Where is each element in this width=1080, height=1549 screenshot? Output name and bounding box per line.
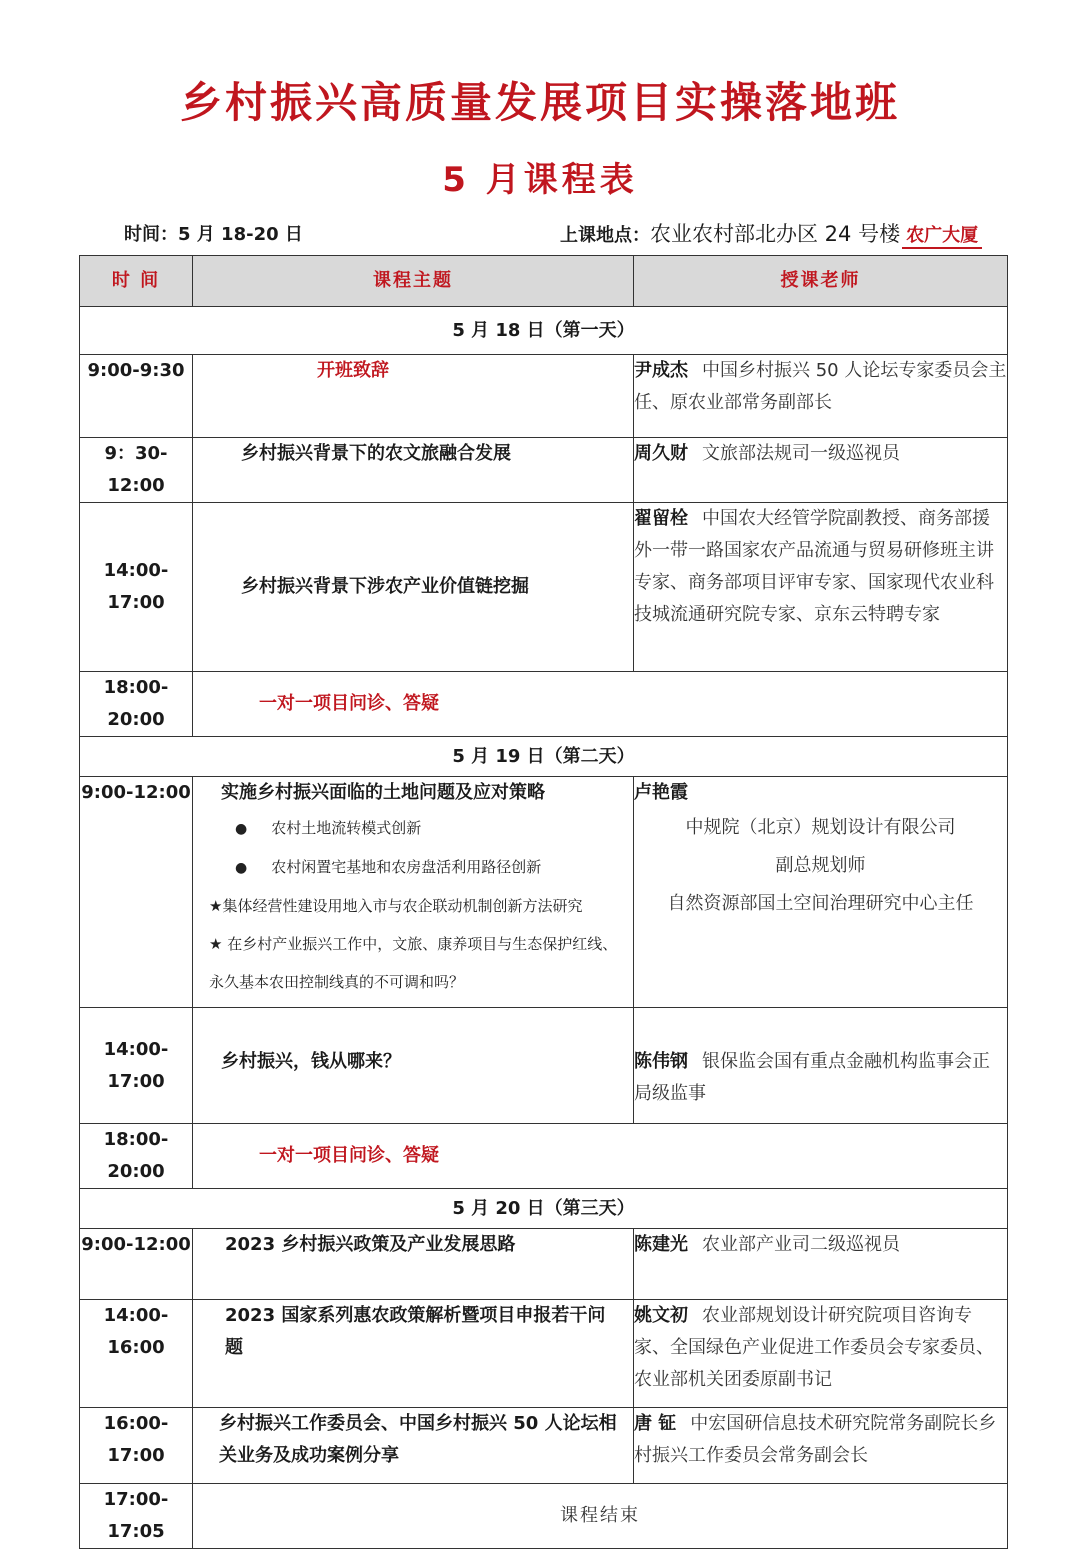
session-teacher	[634, 1229, 1008, 1300]
session-time: 14:00-17:00	[80, 503, 193, 672]
session-teacher	[634, 1408, 1008, 1484]
day-label: 5 月 20 日（第三天）	[80, 1189, 1008, 1229]
teacher-line: 中规院（北京）规划设计有限公司	[685, 817, 956, 838]
table-row	[80, 1408, 1008, 1484]
session-time: 9:00-12:00	[80, 1229, 193, 1300]
session-time: 18:00-20:00	[80, 672, 193, 737]
teacher-name: 姚文初	[634, 1305, 688, 1326]
header-teacher: 授课老师	[634, 256, 1008, 307]
session-topic: 一对一项目问诊、答疑	[193, 672, 1008, 737]
session-topic: 2023 乡村振兴政策及产业发展思路	[193, 1229, 634, 1300]
session-teacher	[634, 355, 1008, 438]
day-row	[80, 1189, 1008, 1229]
session-topic: 一对一项目问诊、答疑	[193, 1124, 1008, 1189]
session-teacher	[634, 1300, 1008, 1408]
teacher-name: 尹成杰	[634, 360, 688, 381]
location-label: 上课地点：	[560, 225, 650, 246]
session-topic: 乡村振兴，钱从哪来？	[193, 1008, 634, 1124]
header-topic: 课程主题	[193, 256, 634, 307]
teacher-name: 周久财	[634, 443, 688, 464]
teacher-desc: 文旅部法规司一级巡视员	[702, 443, 900, 464]
location-building: 农广大厦	[902, 225, 982, 249]
table-row	[80, 503, 1008, 672]
table-row	[80, 438, 1008, 503]
session-topic: 乡村振兴背景下的农文旅融合发展	[193, 438, 634, 503]
session-topic: 2023 国家系列惠农政策解析暨项目申报若干问题	[193, 1300, 634, 1408]
teacher-name: 翟留栓	[634, 508, 688, 529]
teacher-desc: 农业部产业司二级巡视员	[702, 1234, 900, 1255]
teacher-name: 陈伟钢	[634, 1051, 688, 1072]
session-topic: 乡村振兴背景下涉农产业价值链挖掘	[193, 503, 634, 672]
session-teacher	[634, 1008, 1008, 1124]
day-label: 5 月 18 日（第一天）	[80, 307, 1008, 355]
day-label: 5 月 19 日（第二天）	[80, 737, 1008, 777]
table-row	[80, 1484, 1008, 1549]
topic-point: ● 农村闲置宅基地和农房盘活利用路径创新	[201, 848, 627, 887]
location-address: 农业农村部北办区 24 号楼	[650, 222, 901, 246]
teacher-desc: 中国农大经管学院副教授、商务部援外一带一路国家农产品流通与贸易研修班主讲专家、商务部项目评审专家、国家现代农业科技城流通研究院专家、京东云特聘专家	[634, 508, 994, 625]
session-teacher	[634, 777, 1008, 1008]
course-end-label: 课程结束	[193, 1484, 1008, 1549]
session-time: 9：30-12:00	[80, 438, 193, 503]
session-time: 17:00-17:05	[80, 1484, 193, 1549]
session-topic: 开班致辞	[193, 355, 634, 438]
session-teacher	[634, 438, 1008, 503]
session-time: 14:00-17:00	[80, 1008, 193, 1124]
table-row	[80, 1124, 1008, 1189]
table-row	[80, 777, 1008, 1008]
teacher-name: 唐 钲	[634, 1413, 677, 1434]
teacher-name: 卢艳霞	[634, 782, 688, 803]
table-row	[80, 1008, 1008, 1124]
table-row	[80, 672, 1008, 737]
page-title: 乡村振兴高质量发展项目实操落地班	[179, 78, 900, 127]
schedule-table	[79, 255, 1008, 1549]
day-row	[80, 737, 1008, 777]
session-time: 18:00-20:00	[80, 1124, 193, 1189]
header-time: 时 间	[80, 256, 193, 307]
session-time: 14:00-16:00	[80, 1300, 193, 1408]
session-teacher	[634, 503, 1008, 672]
teacher-line: 自然资源部国土空间治理研究中心主任	[667, 893, 974, 914]
teacher-desc: 农业部规划设计研究院项目咨询专家、全国绿色产业促进工作委员会专家委员、农业部机关团委原副书记	[634, 1305, 994, 1390]
table-row	[80, 355, 1008, 438]
session-time: 9:00-9:30	[80, 355, 193, 438]
header-row	[80, 256, 1008, 307]
teacher-desc: 银保监会国有重点金融机构监事会正局级监事	[634, 1051, 990, 1104]
teacher-name: 陈建光	[634, 1234, 688, 1255]
teacher-line: 副总规划师	[775, 855, 866, 876]
session-time: 9:00-12:00	[80, 777, 193, 1008]
session-time: 16:00-17:00	[80, 1408, 193, 1484]
course-location	[560, 218, 982, 248]
topic-point: ● 农村土地流转模式创新	[201, 809, 627, 848]
course-dates: 时间：5 月 18-20 日	[124, 224, 303, 245]
topic-star-note: ★集体经营性建设用地入市与农企联动机制创新方法研究	[209, 897, 583, 915]
session-topic: 实施乡村振兴面临的土地问题及应对策略	[221, 782, 545, 803]
page-subtitle: 5 月课程表	[442, 160, 638, 200]
day-row	[80, 307, 1008, 355]
table-row	[80, 1229, 1008, 1300]
topic-star-note: ★ 在乡村产业振兴工作中，文旅、康养项目与生态保护红线、永久基本农田控制线真的不可调和吗？	[209, 935, 618, 991]
teacher-desc: 中宏国研信息技术研究院常务副院长乡村振兴工作委员会常务副会长	[634, 1413, 997, 1466]
session-topic-block	[193, 777, 634, 1008]
table-row	[80, 1300, 1008, 1408]
teacher-desc: 中国乡村振兴 50 人论坛专家委员会主任、原农业部常务副部长	[634, 360, 1007, 413]
session-topic: 乡村振兴工作委员会、中国乡村振兴 50 人论坛相关业务及成功案例分享	[193, 1408, 634, 1484]
